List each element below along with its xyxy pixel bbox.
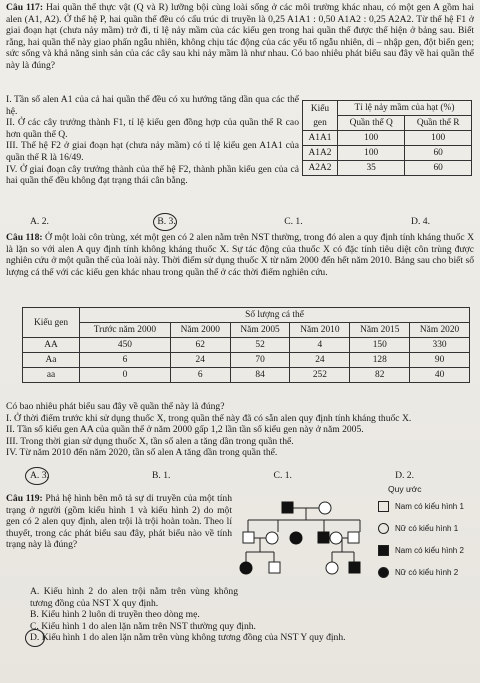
legend-item [378, 518, 478, 540]
female-phenotype-2 [290, 532, 302, 544]
q118-value-cell: 4 [290, 338, 350, 353]
q117-statement-2: II. Ở các cây trưởng thành F1, tỉ lệ kiểu gen đồng hợp của quần thể R cao hơn quần thể Q. [6, 117, 299, 140]
q118-value-cell: 82 [350, 368, 410, 383]
q117-statement-3: III. Thế hệ F2 ở giai đoạn hạt (chưa nảy mầm) có tỉ lệ kiểu gen A1A1 của quần thể R là 16/49. [6, 140, 299, 163]
q117-options [30, 216, 430, 228]
q117-statement-1: I. Tần số alen A1 của cả hai quần thể đều có xu hướng tăng dần qua các thế hệ. [6, 94, 299, 117]
q117-option-b[interactable] [157, 216, 175, 228]
q119-option-b[interactable]: B. Kiểu hình 2 luôn di truyền theo dòng mẹ. [30, 609, 200, 621]
q118-gene-cell: AA [23, 338, 80, 353]
q118-year-row [23, 323, 470, 338]
legend-item [378, 562, 478, 584]
q117-q-cell: 100 [338, 131, 405, 146]
q117-gene-cell: A1A2 [303, 146, 338, 161]
q117-col-r: Quần thể R [405, 116, 472, 131]
q118-value-cell: 90 [410, 353, 470, 368]
q118-value-cell: 84 [230, 368, 290, 383]
female-phenotype-1 [266, 532, 278, 544]
q118-gene-cell: Aa [23, 353, 80, 368]
q117-option-d[interactable]: D. 4. [411, 216, 430, 227]
q118-option-c[interactable]: C. 1. [273, 470, 292, 481]
q118-head-count: Số lượng cá thể [80, 308, 470, 323]
male-phenotype-1-symbol [378, 501, 389, 512]
male-phenotype-2 [318, 532, 329, 543]
q117-col-q: Quần thể Q [338, 116, 405, 131]
q118-value-cell: 70 [230, 353, 290, 368]
q117-q-cell: 100 [338, 146, 405, 161]
q118-intro [6, 232, 474, 278]
q118-label: Câu 118: [6, 232, 43, 243]
q118-value-cell: 40 [410, 368, 470, 383]
q117-q-cell: 35 [338, 161, 405, 176]
q118-statements [6, 401, 474, 459]
pedigree-diagram [238, 488, 374, 580]
q117-option-b-label: B. 3. [157, 216, 176, 227]
male-phenotype-1 [348, 532, 359, 543]
q117-label: Câu 117: [6, 2, 44, 13]
female-phenotype-1 [326, 562, 338, 574]
q118-year-cell: Năm 2000 [170, 323, 230, 338]
q117-table-wrap [302, 100, 472, 176]
table-row [303, 161, 472, 176]
q117-statement-4: IV. Ở giai đoạn cây trưởng thành của thế hệ F2, thành phần kiểu gen của cả hai quần thể đều không đạt trạng thái cân bằng. [6, 163, 299, 187]
q118-year-cell: Năm 2010 [290, 323, 350, 338]
q119-option-a[interactable]: A. Kiểu hình 2 do alen trội nằm trên vùng không tương đồng của NST X quy định. [30, 586, 238, 609]
female-phenotype-2 [240, 562, 252, 574]
q119-intro [6, 493, 232, 551]
pedigree-legend [378, 484, 478, 584]
q118-value-cell: 6 [170, 368, 230, 383]
male-phenotype-1 [243, 532, 254, 543]
legend-item [378, 496, 478, 518]
q117-option-a[interactable]: A. 2. [30, 216, 49, 227]
table-row [303, 131, 472, 146]
q118-value-cell: 0 [80, 368, 171, 383]
male-phenotype-2 [282, 502, 293, 513]
q118-option-a-label: A. 3. [30, 470, 49, 481]
q119-label: Câu 119: [6, 493, 43, 504]
q118-value-cell: 450 [80, 338, 171, 353]
q118-value-cell: 252 [290, 368, 350, 383]
q117-r-cell: 60 [405, 161, 472, 176]
q118-value-cell: 6 [80, 353, 171, 368]
female-phenotype-1 [330, 532, 342, 544]
q118-table-wrap [22, 307, 470, 383]
q117-head-gene: Kiểu gen [303, 101, 338, 131]
q118-option-a[interactable] [30, 470, 49, 482]
q118-value-cell: 24 [170, 353, 230, 368]
q118-year-cell: Năm 2015 [350, 323, 410, 338]
male-phenotype-1 [269, 562, 280, 573]
q118-question: Có bao nhiêu phát biểu sau đây về quần thể này là đúng? [6, 401, 225, 412]
q119-option-d[interactable] [30, 632, 474, 644]
answer-circle-mark [25, 629, 45, 647]
answer-circle-mark [25, 467, 49, 485]
q117-intro-text: Hai quần thể thực vật (Q và R) lưỡng bội cùng loài sống ở các môi trường khác nhau, có một gen A gồm hai alen (A1, A2). Ở thế hệ P, hai quần thể đều có cấu trúc di truyền là 0,25 A1A1 : 0,50 A1A2 : 0,25 A2A2. Từ thế hệ F1 ở giai đoạn hạt (chưa nảy mầm) trở đi, tỉ lệ nảy mầm của các kiểu gen trong hai quần thể được thể hiện ở bảng sau. Biết rằng, hai quần thể này giao phấn ngẫu nhiên, không chịu tác động của các yếu tố ngẫu nhiên, di – nhập gen, đột biến gen; sức sống và khả năng sinh sản của các cây sau khi nảy mầm là như nhau. Có bao nhiêu phát biểu sau đây về hai quần thể này là đúng? [6, 2, 475, 71]
q117-gene-cell: A1A1 [303, 131, 338, 146]
q118-value-cell: 330 [410, 338, 470, 353]
q117-r-cell: 60 [405, 146, 472, 161]
q117-r-cell: 100 [405, 131, 472, 146]
q117-gene-cell: A2A2 [303, 161, 338, 176]
q118-option-d[interactable]: D. 2. [395, 470, 414, 481]
q117-germination-table [302, 100, 472, 176]
legend-label: Nữ có kiểu hình 2 [395, 567, 459, 577]
q118-year-cell: Năm 2020 [410, 323, 470, 338]
legend-label: Nam có kiểu hình 1 [395, 501, 464, 511]
q117-head-rate: Tỉ lệ nảy mầm của hạt (%) [338, 101, 472, 116]
table-row [23, 353, 470, 368]
male-phenotype-2-symbol [378, 545, 389, 556]
q118-value-cell: 52 [230, 338, 290, 353]
q118-year-cell: Trước năm 2000 [80, 323, 171, 338]
legend-label: Nữ có kiểu hình 1 [395, 523, 459, 533]
q117-intro [6, 2, 474, 72]
legend-item [378, 540, 478, 562]
q118-year-cell: Năm 2005 [230, 323, 290, 338]
q118-value-cell: 24 [290, 353, 350, 368]
q118-gene-cell: aa [23, 368, 80, 383]
female-phenotype-1-symbol [378, 523, 389, 534]
female-phenotype-1 [319, 502, 331, 514]
q118-value-cell: 128 [350, 353, 410, 368]
answer-circle-mark [153, 213, 177, 231]
q118-value-cell: 150 [350, 338, 410, 353]
q117-statements [6, 94, 299, 187]
male-phenotype-2 [349, 562, 360, 573]
q118-population-table [22, 307, 470, 383]
q119-options [30, 586, 474, 644]
table-row [303, 146, 472, 161]
q118-statement-2: II. Tần số kiểu gen AA của quần thể ở năm 2000 gấp 1,2 lần tần số kiểu gen này ở năm 2005. [6, 424, 364, 436]
q118-option-b[interactable]: B. 1. [152, 470, 171, 481]
q118-head-gene: Kiểu gen [23, 308, 80, 338]
q118-value-cell: 62 [170, 338, 230, 353]
q118-statement-1: I. Ở thời điểm trước khi sử dụng thuốc X, trong quần thể này đã có sẵn alen quy định tính kháng thuốc X. [6, 412, 412, 424]
legend-label: Nam có kiểu hình 2 [395, 545, 464, 555]
q118-statement-4: IV. Từ năm 2010 đến năm 2020, tần số alen A tăng dần trong quần thể. [6, 447, 278, 459]
table-row [23, 338, 470, 353]
q119-option-d-label: D. Kiểu hình 1 do alen lặn nằm trên vùng không tương đồng của NST Y quy định. [30, 632, 346, 644]
table-row [23, 368, 470, 383]
q117-option-c[interactable]: C. 1. [284, 216, 303, 227]
q118-statement-3: III. Trong thời gian sử dụng thuốc X, tần số alen a tăng dần trong quần thể. [6, 435, 294, 447]
q119-option-c[interactable]: C. Kiểu hình 1 do alen lặn nằm trên NST thường quy định. [30, 620, 256, 632]
legend-title: Quy ước [388, 484, 422, 494]
female-phenotype-2-symbol [378, 567, 389, 578]
q118-options [30, 470, 414, 482]
q119-intro-text: Phả hệ hình bên mô tả sự di truyền của một tính trạng ở người (gồm kiểu hình 1 và kiểu hình 2) do một gen có 2 alen quy định, alen trội là trội hoàn toàn. Theo lí thuyết, trong các phát biểu sau đây, phát biểu nào về tính trạng này là đúng? [6, 493, 232, 551]
q118-intro-text: Ở một loài côn trùng, xét một gen có 2 alen nằm trên NST thường, trong đó alen a quy định tính kháng thuốc X là lặn so với alen A quy định tính không kháng thuốc X. Sự tác động của thuốc X có đặc tính tiêu diệt côn trùng được nghiên cứu ở một quần thể của loài này. Thời điểm sử dụng thuốc X từ năm 2000 đến hết năm 2010. Bảng sau cho biết số lượng cá thể với các kiểu gen khác nhau trong quần thể ở các thời điểm nghiên cứu. [6, 232, 474, 278]
